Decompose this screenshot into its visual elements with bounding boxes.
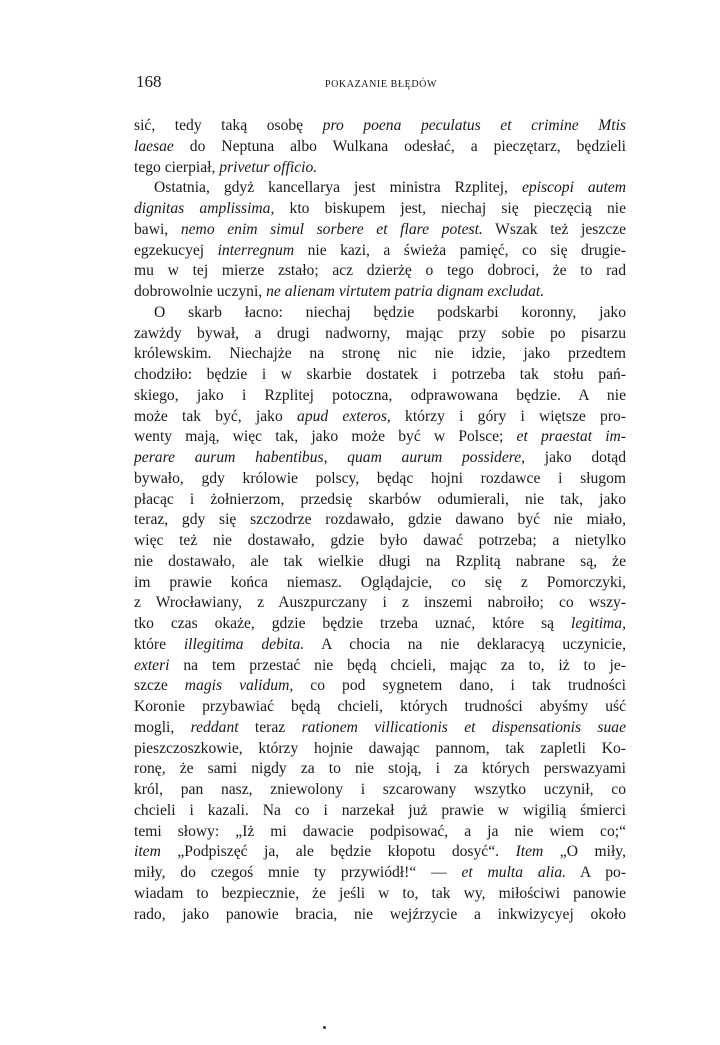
text-line	[134, 469, 626, 490]
latin-phrase: ne alienam virtutem patria dignam excludat.	[266, 283, 545, 300]
text-line	[134, 739, 626, 760]
text-run: do Neptuna albo Wulkana odesłać, a pieczętarz, będzieli	[173, 137, 626, 155]
text-run: teraz	[238, 718, 302, 736]
text-line	[134, 303, 626, 324]
text-line	[134, 386, 626, 407]
text-run: dobrowolnie uczyni,	[134, 283, 267, 300]
text-line	[134, 718, 626, 739]
text-line	[134, 241, 626, 262]
text-run: którzy i góry i więtsze pro-	[390, 407, 627, 425]
text-line	[134, 220, 626, 241]
latin-phrase: perare aurum habentibus, quam aurum possidere,	[134, 449, 526, 466]
text-run: płacąc i żołnierzom, przedsię skarbów odumierali, nie tak, jako	[134, 490, 626, 508]
text-run: więc też nie dostawało, gdzie było dawać potrzeba; a nietylko	[134, 532, 626, 549]
text-line	[134, 510, 626, 531]
text-run: kto biskupem jest, niechaj się pieczęcią nie	[274, 200, 626, 217]
text-run: wenty mają, więc tak, jako może być w Polsce;	[134, 428, 517, 446]
text-run: miły, do czegoś mnie ty przywiódł!“ —	[134, 864, 462, 881]
text-run: które	[134, 635, 184, 653]
text-run: O skarb łacno: niechaj będzie podskarbi koronny, jako	[154, 303, 626, 321]
text-line	[134, 490, 626, 511]
text-run: co pod sygnetem dano, i tak trudności	[293, 677, 626, 695]
body-text	[134, 116, 626, 925]
text-run: wiadam to bezpiecznie, że jeśli w to, tak wy, miłościwi panowie	[134, 884, 626, 902]
text-run: tego cierpiał,	[134, 158, 220, 176]
latin-phrase: et multa alia.	[461, 864, 567, 881]
page-header	[136, 72, 626, 96]
text-run: A chocia na nie deklaracyą uczynicie,	[304, 635, 626, 653]
text-line	[134, 324, 626, 345]
text-line	[134, 676, 626, 697]
text-run: Koronie przybawiać będą chcieli, których trudności abyśmy uść	[134, 698, 626, 715]
text-line	[134, 531, 626, 552]
text-run: król, pan nasz, zniewolony i szcarowany wszytko uczynił, co	[134, 781, 626, 798]
text-line	[134, 178, 626, 199]
text-run: Ostatnia, gdyż kancellarya jest ministra Rzplitej,	[154, 179, 522, 197]
latin-phrase: Item	[515, 843, 544, 861]
text-run: mu w tej mierze zstało; acz dzierżę o tego dobroci, że to rad	[134, 262, 626, 280]
ink-dot	[323, 1026, 326, 1029]
text-line	[134, 656, 626, 677]
running-head: POKAZANIE BŁĘDÓW	[324, 79, 438, 90]
latin-phrase: laesae	[134, 137, 174, 155]
page-number: 168	[136, 72, 162, 91]
text-line	[134, 199, 626, 220]
text-run: może tak być, jako	[134, 407, 298, 425]
text-run: sić, tedy taką osobę	[134, 117, 323, 134]
text-line	[134, 697, 626, 718]
latin-phrase: reddant	[190, 718, 239, 736]
text-line	[134, 759, 626, 780]
text-run: królewskim. Niechajże na stronę nic nie idzie, jako przedtem	[134, 345, 626, 363]
text-line	[134, 614, 626, 635]
text-line	[134, 407, 626, 428]
latin-phrase: episcopi autem	[521, 179, 626, 197]
latin-phrase: dignitas amplissima,	[134, 200, 275, 217]
latin-phrase: item	[134, 843, 161, 861]
latin-phrase: interregnum	[217, 241, 295, 259]
text-run: A po-	[566, 864, 627, 881]
latin-phrase: et praestat im-	[516, 428, 626, 446]
text-run: skiego, jako i Rzplitej potoczna, odprawowana będzie. A nie	[134, 386, 626, 404]
text-line	[134, 344, 626, 365]
text-run: teraz, gdy się szczodrze rozdawało, gdzie dawano być nie miało,	[134, 511, 626, 529]
text-run: chodziło: będzie i w skarbie dostatek i potrzeba tak stołu pań-	[134, 366, 626, 383]
text-line	[134, 116, 626, 137]
text-run: temi słowy: „Iż mi dawacie podpisować, a ja nie wiem co;“	[134, 822, 626, 840]
text-line	[134, 137, 626, 158]
latin-phrase: exteri	[134, 656, 170, 674]
text-run: mogli,	[134, 718, 191, 736]
text-line	[134, 822, 626, 843]
text-run: im prawie końca niemasz. Oglądajcie, co się z Pomorczyki,	[134, 573, 626, 591]
latin-phrase: apud exteros,	[297, 407, 391, 425]
text-run: „Podpiszęć ja, ale będzie kłopotu dosyć“.	[160, 843, 516, 861]
text-run: bywało, gdy królowie polscy, będąc hojni rozdawce i sługom	[134, 469, 626, 487]
text-run: chcieli i kazali. Na co i narzekał już prawie w wigilią śmierci	[134, 801, 626, 819]
text-run: z Wrocławiany, z Auszpurczany i z inszemi nabroiło; co wszy-	[134, 594, 626, 612]
text-run: szcze	[134, 677, 185, 695]
text-run: tko czas okaże, gdzie będzie trzeba uznać, które są	[134, 615, 571, 632]
text-line	[134, 593, 626, 614]
text-line	[134, 863, 626, 884]
text-run: jako dotąd	[525, 449, 626, 466]
text-line	[134, 261, 626, 282]
text-line	[134, 427, 626, 448]
latin-phrase: legitima,	[570, 615, 626, 632]
text-run: egzekucyej	[134, 241, 218, 259]
text-run: bawi,	[134, 220, 181, 238]
text-run: rado, jako panowie bracia, nie wejźrzycie a inkwizycyej około	[134, 905, 626, 923]
text-line	[134, 801, 626, 822]
text-line	[134, 158, 626, 179]
text-line	[134, 552, 626, 573]
text-line	[134, 365, 626, 386]
text-line	[134, 573, 626, 594]
text-run: ronę, że sami nigdy za to nie stoją, i za których perswazyami	[134, 760, 626, 778]
text-run: na tem przestać nie będą chcieli, mając za to, iż to je-	[169, 656, 626, 674]
text-run: nie kazi, a świeża pamięć, co się drugie-	[294, 241, 627, 259]
latin-phrase: magis validum,	[184, 677, 294, 695]
text-line	[134, 635, 626, 656]
latin-phrase: rationem villicationis et dispensationis suae	[301, 718, 626, 736]
text-line	[134, 884, 626, 905]
text-run: Wszak też jeszcze	[482, 220, 627, 238]
text-line	[134, 780, 626, 801]
text-run: nie dostawało, ale tak wielkie długi na Rzplitą nabrane są, że	[134, 552, 626, 570]
text-line	[134, 842, 626, 863]
text-run: „O miły,	[543, 843, 626, 861]
text-line	[134, 282, 626, 303]
text-line	[134, 905, 626, 926]
text-line	[134, 448, 626, 469]
latin-phrase: pro poena peculatus et crimine Mtis	[322, 117, 627, 134]
latin-phrase: nemo enim simul sorbere et flare potest.	[180, 220, 483, 238]
latin-phrase: illegitima debita.	[183, 635, 305, 653]
text-run: pieszczoszkowie, którzy hojnie dawając pannom, tak zapletli Ko-	[134, 739, 626, 757]
latin-phrase: privetur officio.	[219, 158, 318, 176]
text-run: zawżdy bywał, a drugi nadworny, mając przy sobie po pisarzu	[134, 324, 626, 342]
